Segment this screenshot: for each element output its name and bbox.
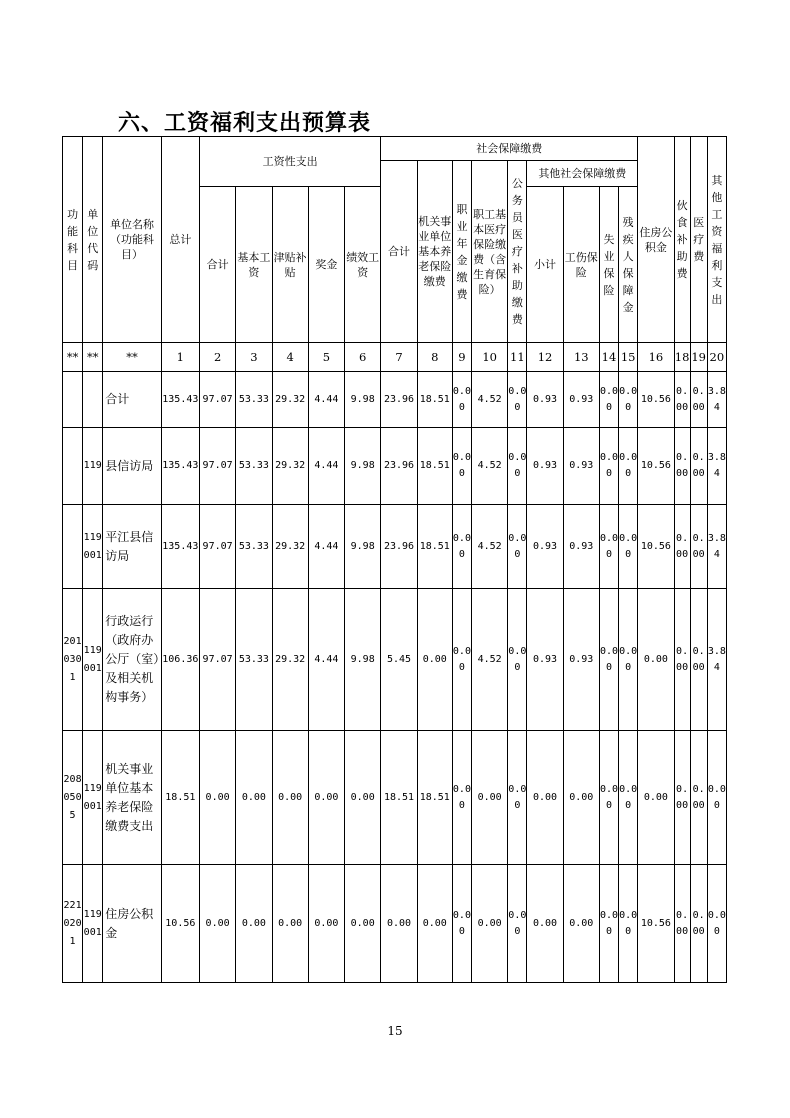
- value-cell: 0.00: [690, 731, 707, 865]
- table-row: [63, 428, 727, 505]
- value-cell: 0.93: [527, 372, 563, 428]
- header-other-subtotal: 小计: [527, 187, 563, 343]
- column-index-cell: 20: [707, 343, 726, 372]
- value-cell: 23.96: [381, 372, 417, 428]
- value-cell: 97.07: [199, 589, 235, 731]
- value-cell: 18.51: [417, 428, 452, 505]
- value-cell: 0.00: [452, 372, 471, 428]
- unit-code-cell: 119001: [83, 589, 103, 731]
- value-cell: 4.44: [308, 505, 344, 589]
- value-cell: 0.00: [563, 731, 599, 865]
- table-row: [63, 589, 727, 731]
- header-meal: 伙食补助费: [674, 137, 690, 343]
- value-cell: 97.07: [199, 505, 235, 589]
- value-cell: 0.00: [272, 865, 308, 983]
- value-cell: 0.00: [599, 505, 618, 589]
- value-cell: 0.00: [690, 505, 707, 589]
- value-cell: 18.51: [417, 505, 452, 589]
- header-unit-code: 单位代码: [83, 137, 103, 343]
- value-cell: 106.36: [161, 589, 199, 731]
- value-cell: 9.98: [345, 428, 381, 505]
- value-cell: 0.00: [508, 505, 527, 589]
- column-index-cell: 2: [199, 343, 235, 372]
- value-cell: 4.52: [472, 505, 508, 589]
- value-cell: 0.00: [619, 505, 638, 589]
- column-index-cell: 14: [599, 343, 618, 372]
- value-cell: 5.45: [381, 589, 417, 731]
- value-cell: 0.00: [599, 372, 618, 428]
- column-index-cell: 18: [674, 343, 690, 372]
- value-cell: 0.00: [599, 731, 618, 865]
- value-cell: 18.51: [417, 731, 452, 865]
- value-cell: 3.84: [707, 428, 726, 505]
- header-allowance: 津贴补贴: [272, 187, 308, 343]
- value-cell: 0.00: [619, 865, 638, 983]
- value-cell: 0.00: [345, 865, 381, 983]
- column-index-cell: **: [63, 343, 83, 372]
- value-cell: 29.32: [272, 372, 308, 428]
- value-cell: 0.00: [619, 428, 638, 505]
- value-cell: 0.93: [563, 505, 599, 589]
- column-index-cell: 19: [690, 343, 707, 372]
- value-cell: 0.00: [508, 731, 527, 865]
- value-cell: 0.00: [345, 731, 381, 865]
- unit-name-cell: 合计: [103, 372, 161, 428]
- column-index-cell: **: [103, 343, 161, 372]
- salary-welfare-budget-table: [62, 136, 727, 983]
- value-cell: 0.00: [272, 731, 308, 865]
- value-cell: 0.00: [452, 731, 471, 865]
- value-cell: 4.44: [308, 372, 344, 428]
- value-cell: 0.00: [417, 589, 452, 731]
- value-cell: 0.00: [472, 731, 508, 865]
- value-cell: 0.93: [563, 428, 599, 505]
- unit-name-cell: 机关事业单位基本养老保险缴费支出: [103, 731, 161, 865]
- column-index-cell: 1: [161, 343, 199, 372]
- header-civil-medical: 公务员医疗补助缴费: [508, 161, 527, 343]
- table-row: [63, 372, 727, 428]
- value-cell: 0.00: [690, 428, 707, 505]
- value-cell: 0.00: [527, 731, 563, 865]
- value-cell: 53.33: [236, 505, 272, 589]
- value-cell: 0.00: [508, 865, 527, 983]
- value-cell: 0.00: [199, 731, 235, 865]
- header-basic-salary: 基本工资: [236, 187, 272, 343]
- value-cell: 0.00: [674, 372, 690, 428]
- value-cell: 29.32: [272, 428, 308, 505]
- value-cell: 0.00: [508, 372, 527, 428]
- column-index-cell: 7: [381, 343, 417, 372]
- header-salary-total: 合计: [199, 187, 235, 343]
- value-cell: 0.00: [452, 865, 471, 983]
- header-medical: 职工基本医疗保险缴费（含生育保险）: [472, 161, 508, 343]
- page-title: 六、工资福利支出预算表: [118, 110, 372, 136]
- table-row: [63, 731, 727, 865]
- value-cell: 0.00: [452, 589, 471, 731]
- value-cell: 9.98: [345, 372, 381, 428]
- table-row: [63, 865, 727, 983]
- value-cell: 0.00: [527, 865, 563, 983]
- column-index-cell: 10: [472, 343, 508, 372]
- value-cell: 10.56: [638, 865, 674, 983]
- value-cell: 18.51: [161, 731, 199, 865]
- column-index-cell: 8: [417, 343, 452, 372]
- value-cell: 0.93: [563, 372, 599, 428]
- unit-name-cell: 行政运行（政府办公厅（室）及相关机构事务）: [103, 589, 161, 731]
- header-func-code: 功能科目: [63, 137, 83, 343]
- value-cell: 4.52: [472, 428, 508, 505]
- column-index-cell: 11: [508, 343, 527, 372]
- value-cell: 0.00: [236, 731, 272, 865]
- value-cell: 9.98: [345, 589, 381, 731]
- value-cell: 0.93: [527, 589, 563, 731]
- value-cell: 0.00: [690, 589, 707, 731]
- value-cell: 0.00: [472, 865, 508, 983]
- value-cell: 18.51: [417, 372, 452, 428]
- value-cell: 0.93: [527, 428, 563, 505]
- func-code-cell: 2080505: [63, 731, 83, 865]
- header-performance-pay: 绩效工资: [345, 187, 381, 343]
- value-cell: 18.51: [381, 731, 417, 865]
- value-cell: 0.00: [381, 865, 417, 983]
- value-cell: 0.00: [619, 372, 638, 428]
- func-code-cell: 2210201: [63, 865, 83, 983]
- value-cell: 97.07: [199, 372, 235, 428]
- value-cell: 0.93: [563, 589, 599, 731]
- value-cell: 0.00: [508, 589, 527, 731]
- value-cell: 0.00: [674, 428, 690, 505]
- value-cell: 0.00: [674, 589, 690, 731]
- column-index-cell: 15: [619, 343, 638, 372]
- value-cell: 0.00: [619, 589, 638, 731]
- value-cell: 53.33: [236, 589, 272, 731]
- value-cell: 0.00: [308, 865, 344, 983]
- value-cell: 0.00: [508, 428, 527, 505]
- table-row: [63, 505, 727, 589]
- value-cell: 23.96: [381, 428, 417, 505]
- value-cell: 0.00: [638, 731, 674, 865]
- value-cell: 3.84: [707, 372, 726, 428]
- unit-code-cell: 119001: [83, 731, 103, 865]
- header-other-social-group: 其他社会保障缴费: [527, 161, 638, 187]
- value-cell: 0.00: [690, 865, 707, 983]
- func-code-cell: [63, 428, 83, 505]
- func-code-cell: [63, 505, 83, 589]
- column-index-cell: 4: [272, 343, 308, 372]
- header-total: 总计: [161, 137, 199, 343]
- value-cell: 0.00: [236, 865, 272, 983]
- value-cell: 0.00: [308, 731, 344, 865]
- value-cell: 0.00: [563, 865, 599, 983]
- unit-code-cell: 119001: [83, 865, 103, 983]
- value-cell: 0.00: [707, 865, 726, 983]
- value-cell: 29.32: [272, 505, 308, 589]
- func-code-cell: [63, 372, 83, 428]
- value-cell: 0.00: [599, 865, 618, 983]
- value-cell: 4.52: [472, 589, 508, 731]
- unit-code-cell: 119: [83, 428, 103, 505]
- func-code-cell: 2010301: [63, 589, 83, 731]
- unit-code-cell: 119001: [83, 505, 103, 589]
- value-cell: 0.93: [527, 505, 563, 589]
- value-cell: 53.33: [236, 372, 272, 428]
- value-cell: 135.43: [161, 372, 199, 428]
- value-cell: 3.84: [707, 505, 726, 589]
- value-cell: 0.00: [599, 428, 618, 505]
- header-salary-group: 工资性支出: [199, 137, 380, 187]
- value-cell: 23.96: [381, 505, 417, 589]
- column-index-cell: 3: [236, 343, 272, 372]
- header-social-group: 社会保障缴费: [381, 137, 638, 161]
- column-index-cell: 5: [308, 343, 344, 372]
- header-pension: 机关事业单位基本养老保险缴费: [417, 161, 452, 343]
- value-cell: 3.84: [707, 589, 726, 731]
- value-cell: 10.56: [638, 428, 674, 505]
- value-cell: 0.00: [199, 865, 235, 983]
- value-cell: 0.00: [452, 428, 471, 505]
- header-housing: 住房公积金: [638, 137, 674, 343]
- value-cell: 0.00: [619, 731, 638, 865]
- column-index-cell: **: [83, 343, 103, 372]
- unit-name-cell: 平江县信访局: [103, 505, 161, 589]
- value-cell: 135.43: [161, 428, 199, 505]
- value-cell: 9.98: [345, 505, 381, 589]
- column-index-cell: 9: [452, 343, 471, 372]
- column-index-cell: 12: [527, 343, 563, 372]
- column-index-cell: 13: [563, 343, 599, 372]
- value-cell: 0.00: [674, 865, 690, 983]
- header-social-total: 合计: [381, 161, 417, 343]
- unit-name-cell: 县信访局: [103, 428, 161, 505]
- header-other-welfare: 其他工资福利支出: [707, 137, 726, 343]
- value-cell: 0.00: [452, 505, 471, 589]
- value-cell: 4.44: [308, 589, 344, 731]
- header-unemployment-insurance: 失业保险: [599, 187, 618, 343]
- value-cell: 0.00: [690, 372, 707, 428]
- header-injury-insurance: 工伤保险: [563, 187, 599, 343]
- column-index-cell: 6: [345, 343, 381, 372]
- value-cell: 10.56: [161, 865, 199, 983]
- page-number: 15: [387, 1024, 403, 1038]
- header-bonus: 奖金: [308, 187, 344, 343]
- column-index-cell: 16: [638, 343, 674, 372]
- value-cell: 0.00: [417, 865, 452, 983]
- value-cell: 0.00: [599, 589, 618, 731]
- unit-code-cell: [83, 372, 103, 428]
- value-cell: 0.00: [674, 505, 690, 589]
- value-cell: 97.07: [199, 428, 235, 505]
- header-disability-fund: 残疾人保障金: [619, 187, 638, 343]
- value-cell: 53.33: [236, 428, 272, 505]
- value-cell: 0.00: [638, 589, 674, 731]
- column-index-row: [63, 343, 727, 372]
- value-cell: 29.32: [272, 589, 308, 731]
- header-unit-name: 单位名称（功能科目）: [103, 137, 161, 343]
- value-cell: 0.00: [674, 731, 690, 865]
- value-cell: 10.56: [638, 372, 674, 428]
- value-cell: 10.56: [638, 505, 674, 589]
- value-cell: 4.52: [472, 372, 508, 428]
- value-cell: 135.43: [161, 505, 199, 589]
- header-annuity: 职业年金缴费: [452, 161, 471, 343]
- unit-name-cell: 住房公积金: [103, 865, 161, 983]
- value-cell: 4.44: [308, 428, 344, 505]
- value-cell: 0.00: [707, 731, 726, 865]
- header-medical-fee: 医疗费: [690, 137, 707, 343]
